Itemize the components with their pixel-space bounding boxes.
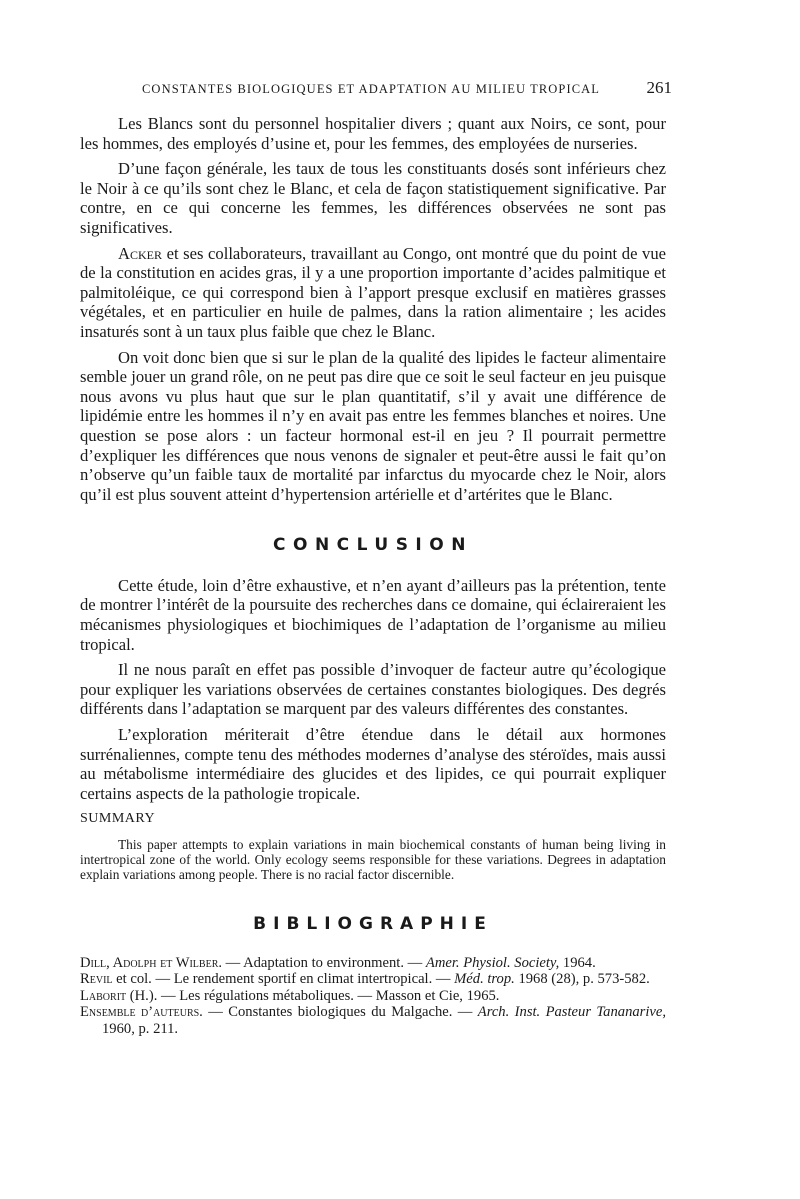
bib-tail: 1960, p. 211.: [102, 1020, 179, 1037]
conclusion-paragraph: Il ne nous paraît en effet pas possible d’invoquer de facteur autre qu’écologique pour expliquer les variations observées de certaines constantes biologiques. Des degrés différents dans l’adaptation se marquent par des valeurs différentes des constantes.: [80, 660, 666, 719]
bib-source: Arch. Inst. Pasteur Tananarive,: [477, 1004, 666, 1021]
bib-text: — Adaptation to environment. —: [222, 954, 426, 971]
body-paragraph-acker: [80, 244, 666, 342]
conclusion-heading: CONCLUSION: [273, 535, 473, 556]
conclusion-paragraph: L’exploration mériterait d’être étendue dans le détail aux hormones surrénaliennes, compte tenu des méthodes modernes d’analyse des stéroïdes, mais aussi au métabolisme intermédiaire des glucides et des lipides, ce qui pourrait expliquer certains aspects de la pathologie tropicale.: [80, 725, 666, 803]
bib-tail: 1968 (28), p. 573-582.: [514, 971, 650, 988]
body-paragraph: On voit donc bien que si sur le plan de la qualité des lipides le facteur alimentaire semble jouer un grand rôle, on ne peut pas dire que ce soit le seul facteur en jeu puisque nous avons vu plus haut que sur le plan quantitatif, s’il y avait une différence de lipidémie entre les hommes il n’y en avait pas entre les femmes blanches et noires. Une question se pose alors : un facteur hormonal est-il en jeu ? Il pourrait permettre d’expliquer les différences que nous venons de signaler et peut-être aussi le fait qu’on n’observe qu’un faible taux de mortalité par infarctus du myocarde chez le Noir, alors qu’il est plus souvent atteint d’hypertension artérielle et d’artérites que le Blanc.: [80, 347, 666, 504]
page-header: [142, 78, 672, 98]
bib-authors: Revil: [80, 971, 113, 988]
summary-text: This paper attempts to explain variations in main biochemical constants of human being living in intertropical zone of the world. Only ecology seems responsible for these variations. Degrees in adaptation explain variations among people. There is no racial factor discernible.: [80, 837, 666, 882]
article-body: [80, 114, 666, 1037]
bibliography-entry: [80, 1004, 666, 1037]
paragraph-text: et ses collaborateurs, travaillant au Congo, ont montré que du point de vue de la constitution en acides gras, il y a une proportion importante d’acides palmitique et palmitoléique, ce qui correspond bien à l’apport presque exclusif en matières grasses végétales, et en particulier en huile de palmes, dans la ration alimentaire ; les acides insaturés sont à un taux plus faible que chez le Blanc.: [80, 243, 666, 341]
bib-text: — Les régulations métaboliques. — Masson et Cie, 1965.: [157, 987, 500, 1004]
bib-authors: Laborit (H.).: [80, 987, 158, 1004]
bibliography-entry: [80, 971, 666, 988]
summary-heading: SUMMARY: [80, 811, 156, 827]
author-name: Acker: [118, 243, 162, 263]
bibliography-heading: BIBLIOGRAPHIE: [253, 914, 493, 934]
bib-source: Amer. Physiol. Society,: [425, 954, 560, 971]
bib-source: Méd. trop.: [454, 971, 515, 988]
conclusion-paragraph: Cette étude, loin d’être exhaustive, et n’en ayant d’ailleurs pas la prétention, tente de montrer l’intérêt de la poursuite des recherches dans ce domaine, qui éclaireraient les mécanismes physiologiques et biochimiques de l’adaptation de l’organisme au milieu tropical.: [80, 575, 666, 654]
bibliography-entry: [80, 988, 666, 1005]
bibliography-list: [80, 955, 666, 1038]
bib-authors: Dill, Adolph et Wilber.: [80, 954, 223, 971]
bibliography-entry: [80, 955, 666, 972]
running-title: CONSTANTES BIOLOGIQUES ET ADAPTATION AU MILIEU TROPICAL: [142, 82, 601, 96]
body-paragraph: D’une façon générale, les taux de tous les constituants dosés sont inférieurs chez le Noir à ce qu’ils sont chez le Blanc, et cela de façon statistiquement significative. Par contre, en ce qui concerne les femmes, les différences observées ne sont pas significatives.: [80, 159, 666, 237]
bib-text: — Constantes biologiques du Malgache. —: [202, 1004, 478, 1021]
bib-authors: Ensemble d’auteurs.: [80, 1004, 203, 1021]
body-paragraph: Les Blancs sont du personnel hospitalier divers ; quant aux Noirs, ce sont, pour les hommes, des employés d’usine et, pour les femmes, des employées de nurseries.: [80, 114, 666, 153]
bib-text: et col. — Le rendement sportif en climat intertropical. —: [112, 971, 455, 988]
page-number: 261: [646, 78, 672, 97]
bib-tail: 1964.: [559, 954, 596, 971]
